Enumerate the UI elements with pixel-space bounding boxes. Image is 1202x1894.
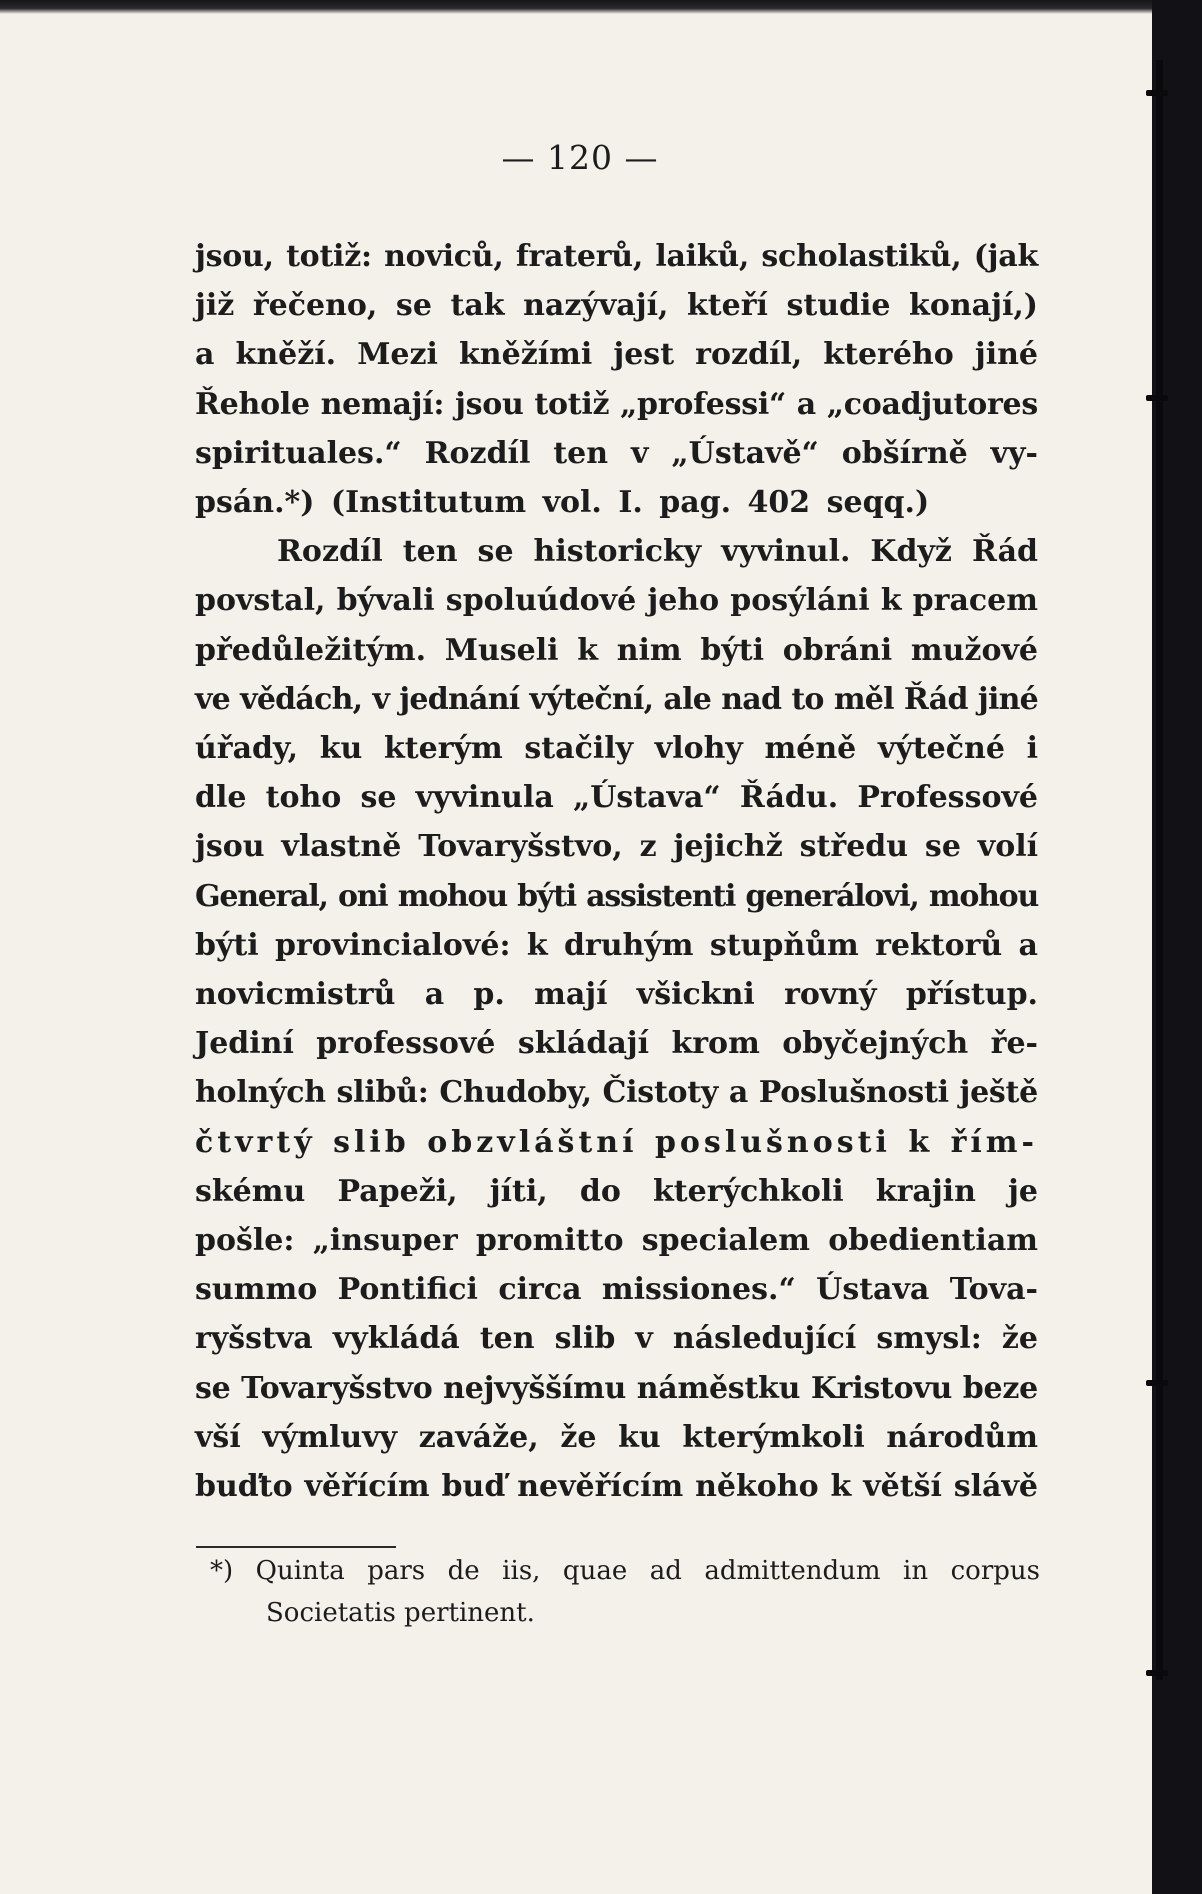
text-line: ve vědách, v jednání výteční, ale nad to měl Řád jiné: [195, 681, 1038, 717]
text-line: úřady, ku kterým stačily vlohy méně výtečné i: [195, 731, 1038, 767]
text-line: se Tovaryšstvo nejvyššímu náměstku Kristovu beze: [195, 1370, 1038, 1406]
text-line: summo Pontifici circa missiones.“ Ústava Tova-: [195, 1272, 1038, 1308]
footnote-divider: [196, 1546, 396, 1548]
text-line: pošle: „insuper promitto specialem obedientiam: [195, 1223, 1038, 1259]
text-line: skému Papeži, jíti, do kterýchkoli krajin je: [195, 1173, 1038, 1209]
text-line: a kněží. Mezi kněžími jest rozdíl, kterého jiné: [195, 337, 1038, 373]
text-line: buďto věřícím buď nevěřícím někoho k větší slávě: [195, 1469, 1038, 1505]
text-line: již řečeno, se tak nazývají, kteří studie konají,): [195, 288, 1038, 324]
text-line: jsou vlastně Tovaryšstvo, z jejichž středu se volí: [195, 829, 1038, 865]
footnote-line: *) Quinta pars de iis, quae ad admittendum in corpus: [210, 1556, 1040, 1586]
footnote-line: Societatis pertinent.: [266, 1598, 535, 1628]
text-line: psán.*) (Institutum vol. I. pag. 402 seqq.): [195, 485, 930, 521]
text-line: vší výmluvy zaváže, že ku kterýmkoli národům: [195, 1419, 1038, 1455]
text-line: předůležitým. Museli k nim býti obráni mužové: [195, 632, 1038, 668]
text-line: jsou, totiž: noviců, fraterů, laiků, scholastiků, (jak: [195, 239, 1038, 274]
text-line: býti provincialové: k druhým stupňům rektorů a: [195, 927, 1038, 963]
footnote: [210, 1550, 1040, 1634]
text-line: ryšstva vykládá ten slib v následující smysl: že: [195, 1321, 1038, 1357]
text-line: spirituales.“ Rozdíl ten v „Ústavě“ obšírně vy-: [195, 435, 1038, 471]
binding-tick: [1146, 90, 1168, 96]
text-line: Jediní professové skládají krom obyčejných ře-: [195, 1026, 1038, 1062]
text-line: novicmistrů a p. mají všickni rovný přístup.: [195, 977, 1038, 1013]
text-line: General, oni mohou býti assistenti generálovi, mohou: [195, 878, 1038, 914]
paragraph-start-line: Rozdíl ten se historicky vyvinul. Když Řád: [277, 534, 1038, 570]
text-line: dle toho se vyvinula „Ústava“ Řádu. Professové: [195, 780, 1038, 816]
body-text: [195, 232, 1038, 1511]
text-line: holných slibů: Chudoby, Čistoty a Poslušnosti ještě: [195, 1075, 1038, 1111]
page-binding-rule: [1156, 60, 1163, 1680]
scan-edge-top: [0, 0, 1202, 14]
text-line: Řehole nemají: jsou totiž „professi“ a „coadjutores: [195, 386, 1038, 422]
text-line: povstal, bývali spoluúdové jeho posýláni k pracem: [195, 583, 1038, 619]
page-number: — 120 —: [501, 138, 659, 177]
binding-tick: [1146, 1670, 1168, 1676]
binding-tick: [1146, 1380, 1168, 1386]
binding-tick: [1146, 395, 1168, 401]
text-line-spaced: čtvrtý slib obzvláštní poslušnosti k řím-: [195, 1124, 1038, 1160]
